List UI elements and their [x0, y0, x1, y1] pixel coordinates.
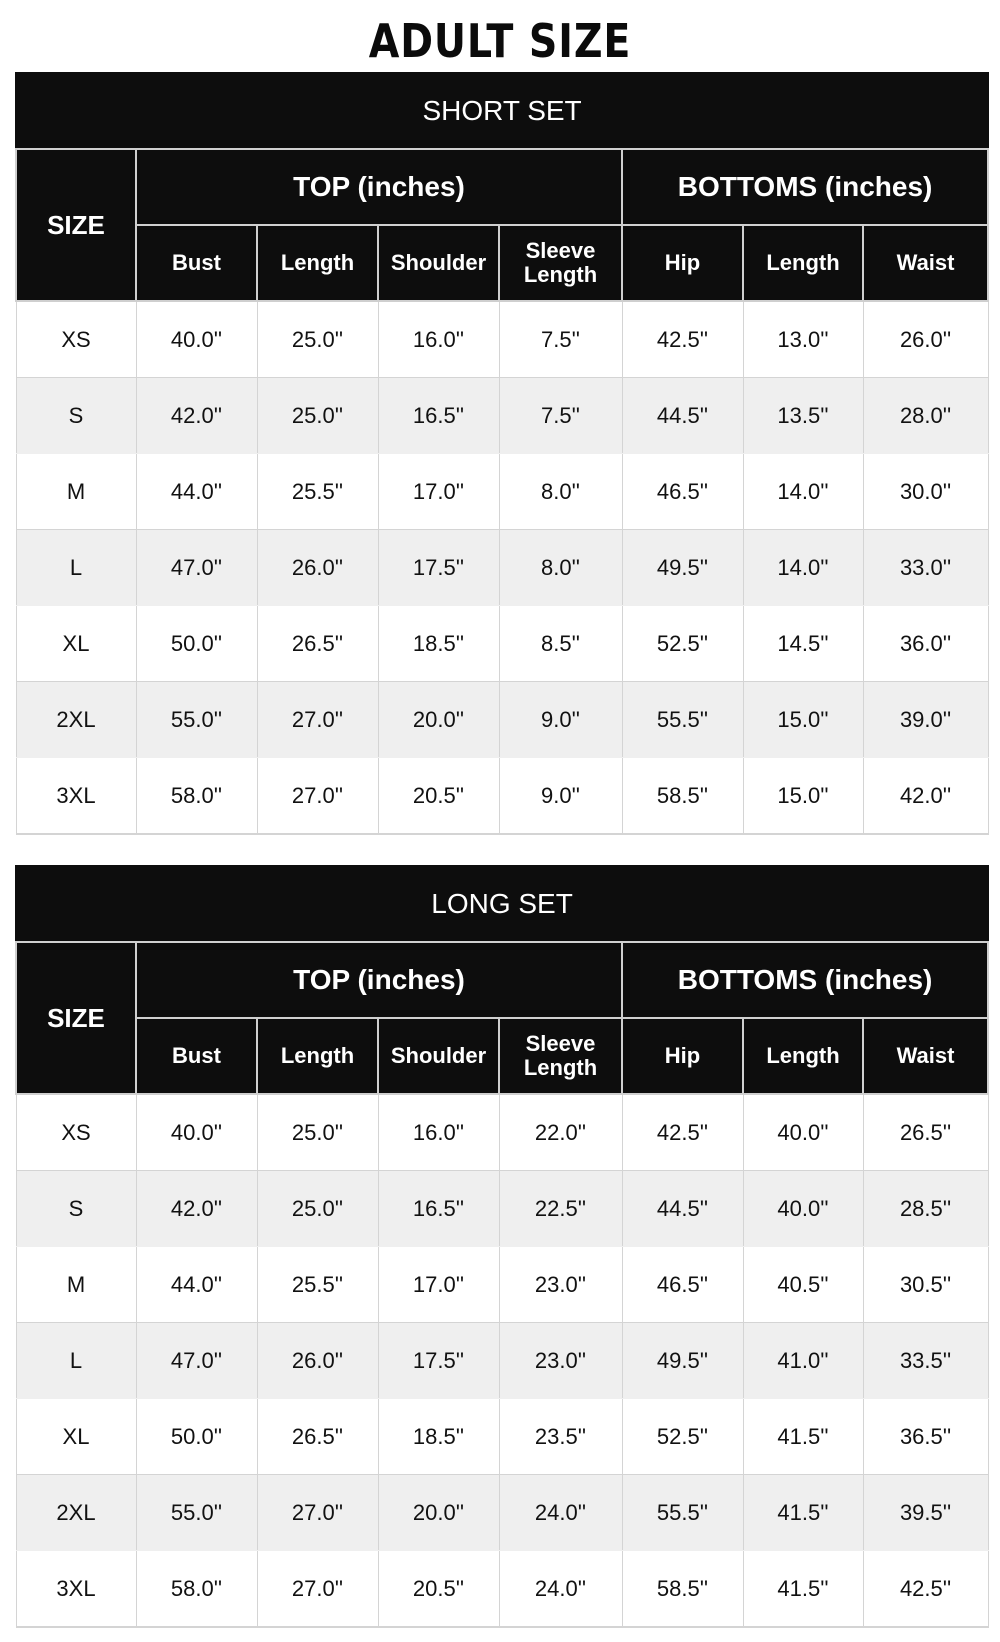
- column-header-shoulder: Shoulder: [378, 225, 499, 301]
- measurement-cell: 49.5'': [622, 1323, 743, 1399]
- measurement-cell: 44.0'': [136, 454, 257, 530]
- measurement-cell: 16.0'': [378, 301, 499, 378]
- size-cell: S: [16, 1171, 136, 1247]
- measurement-cell: 18.5'': [378, 606, 499, 682]
- measurement-cell: 20.0'': [378, 1475, 499, 1551]
- measurement-cell: 9.0'': [499, 758, 622, 835]
- table-row: [16, 301, 988, 378]
- measurement-cell: 20.0'': [378, 682, 499, 758]
- column-header-sleeve-length: Sleeve Length: [499, 1018, 622, 1094]
- table-row: [16, 1399, 988, 1475]
- measurement-cell: 20.5'': [378, 1551, 499, 1628]
- page-title: ADULT SIZE: [368, 14, 632, 68]
- measurement-cell: 8.0'': [499, 454, 622, 530]
- measurement-cell: 42.5'': [622, 301, 743, 378]
- measurement-cell: 27.0'': [257, 682, 378, 758]
- measurement-cell: 7.5'': [499, 378, 622, 454]
- measurement-cell: 14.0'': [743, 530, 863, 606]
- measurement-cell: 44.5'': [622, 378, 743, 454]
- table-row: [16, 1094, 988, 1171]
- measurement-cell: 24.0'': [499, 1475, 622, 1551]
- measurement-cell: 39.5'': [863, 1475, 988, 1551]
- measurement-cell: 16.5'': [378, 1171, 499, 1247]
- measurement-cell: 58.0'': [136, 758, 257, 835]
- table-row: [16, 606, 988, 682]
- size-cell: 3XL: [16, 758, 136, 835]
- measurement-cell: 25.0'': [257, 378, 378, 454]
- size-cell: XS: [16, 301, 136, 378]
- measurement-cell: 55.5'': [622, 1475, 743, 1551]
- measurement-cell: 36.0'': [863, 606, 988, 682]
- measurement-cell: 25.5'': [257, 1247, 378, 1323]
- column-header-top-length: Length: [257, 1018, 378, 1094]
- measurement-cell: 28.5'': [863, 1171, 988, 1247]
- measurement-cell: 41.5'': [743, 1475, 863, 1551]
- size-cell: 2XL: [16, 1475, 136, 1551]
- column-header-hip: Hip: [622, 1018, 743, 1094]
- measurement-cell: 55.5'': [622, 682, 743, 758]
- size-header: SIZE: [16, 942, 136, 1094]
- measurement-cell: 33.5'': [863, 1323, 988, 1399]
- measurement-cell: 9.0'': [499, 682, 622, 758]
- table-body: [16, 301, 988, 834]
- table-row: [16, 530, 988, 606]
- measurement-cell: 50.0'': [136, 606, 257, 682]
- table-row: [16, 1551, 988, 1628]
- measurement-cell: 41.5'': [743, 1551, 863, 1628]
- set-title: LONG SET: [16, 866, 988, 942]
- measurement-cell: 14.5'': [743, 606, 863, 682]
- column-header-bust: Bust: [136, 225, 257, 301]
- measurement-cell: 17.5'': [378, 1323, 499, 1399]
- column-header-sleeve-length: Sleeve Length: [499, 225, 622, 301]
- size-cell: 2XL: [16, 682, 136, 758]
- top-header: TOP (inches): [136, 149, 622, 225]
- measurement-cell: 30.5'': [863, 1247, 988, 1323]
- measurement-cell: 52.5'': [622, 606, 743, 682]
- measurement-cell: 25.0'': [257, 301, 378, 378]
- column-header-shoulder: Shoulder: [378, 1018, 499, 1094]
- size-cell: L: [16, 1323, 136, 1399]
- size-cell: XL: [16, 606, 136, 682]
- measurement-cell: 13.0'': [743, 301, 863, 378]
- measurement-cell: 55.0'': [136, 1475, 257, 1551]
- measurement-cell: 50.0'': [136, 1399, 257, 1475]
- long-set-table: [15, 865, 989, 1628]
- size-header: SIZE: [16, 149, 136, 301]
- bottoms-header: BOTTOMS (inches): [622, 942, 988, 1018]
- measurement-cell: 23.5'': [499, 1399, 622, 1475]
- column-header-bottoms-length: Length: [743, 1018, 863, 1094]
- measurement-cell: 26.0'': [257, 1323, 378, 1399]
- table-row: [16, 1475, 988, 1551]
- measurement-cell: 26.5'': [257, 1399, 378, 1475]
- measurement-cell: 23.0'': [499, 1247, 622, 1323]
- column-header-top-length: Length: [257, 225, 378, 301]
- measurement-cell: 40.0'': [743, 1094, 863, 1171]
- measurement-cell: 40.5'': [743, 1247, 863, 1323]
- top-header: TOP (inches): [136, 942, 622, 1018]
- column-header-bottoms-length: Length: [743, 225, 863, 301]
- measurement-cell: 26.5'': [863, 1094, 988, 1171]
- measurement-cell: 26.0'': [257, 530, 378, 606]
- measurement-cell: 22.0'': [499, 1094, 622, 1171]
- table-body: [16, 1094, 988, 1627]
- measurement-cell: 52.5'': [622, 1399, 743, 1475]
- measurement-cell: 18.5'': [378, 1399, 499, 1475]
- measurement-cell: 8.5'': [499, 606, 622, 682]
- measurement-cell: 17.5'': [378, 530, 499, 606]
- measurement-cell: 27.0'': [257, 1475, 378, 1551]
- table-row: [16, 1323, 988, 1399]
- measurement-cell: 27.0'': [257, 758, 378, 835]
- measurement-cell: 25.0'': [257, 1171, 378, 1247]
- column-header-waist: Waist: [863, 1018, 988, 1094]
- size-cell: XL: [16, 1399, 136, 1475]
- measurement-cell: 44.0'': [136, 1247, 257, 1323]
- measurement-cell: 30.0'': [863, 454, 988, 530]
- measurement-cell: 42.5'': [863, 1551, 988, 1628]
- measurement-cell: 55.0'': [136, 682, 257, 758]
- measurement-cell: 14.0'': [743, 454, 863, 530]
- table-row: [16, 1247, 988, 1323]
- size-cell: M: [16, 454, 136, 530]
- measurement-cell: 44.5'': [622, 1171, 743, 1247]
- measurement-cell: 25.5'': [257, 454, 378, 530]
- measurement-cell: 25.0'': [257, 1094, 378, 1171]
- measurement-cell: 58.0'': [136, 1551, 257, 1628]
- table-row: [16, 378, 988, 454]
- measurement-cell: 41.5'': [743, 1399, 863, 1475]
- size-cell: L: [16, 530, 136, 606]
- measurement-cell: 39.0'': [863, 682, 988, 758]
- measurement-cell: 33.0'': [863, 530, 988, 606]
- measurement-cell: 16.0'': [378, 1094, 499, 1171]
- measurement-cell: 42.0'': [136, 1171, 257, 1247]
- measurement-cell: 42.0'': [136, 378, 257, 454]
- measurement-cell: 23.0'': [499, 1323, 622, 1399]
- measurement-cell: 27.0'': [257, 1551, 378, 1628]
- measurement-cell: 16.5'': [378, 378, 499, 454]
- measurement-cell: 49.5'': [622, 530, 743, 606]
- measurement-cell: 24.0'': [499, 1551, 622, 1628]
- measurement-cell: 58.5'': [622, 758, 743, 835]
- measurement-cell: 46.5'': [622, 1247, 743, 1323]
- measurement-cell: 41.0'': [743, 1323, 863, 1399]
- measurement-cell: 22.5'': [499, 1171, 622, 1247]
- measurement-cell: 20.5'': [378, 758, 499, 835]
- column-header-bust: Bust: [136, 1018, 257, 1094]
- measurement-cell: 7.5'': [499, 301, 622, 378]
- column-header-hip: Hip: [622, 225, 743, 301]
- bottoms-header: BOTTOMS (inches): [622, 149, 988, 225]
- table-row: [16, 758, 988, 835]
- short-set-table: [15, 72, 989, 835]
- measurement-cell: 42.0'': [863, 758, 988, 835]
- size-cell: XS: [16, 1094, 136, 1171]
- measurement-cell: 42.5'': [622, 1094, 743, 1171]
- measurement-cell: 28.0'': [863, 378, 988, 454]
- measurement-cell: 26.5'': [257, 606, 378, 682]
- table-row: [16, 454, 988, 530]
- measurement-cell: 47.0'': [136, 530, 257, 606]
- measurement-cell: 40.0'': [743, 1171, 863, 1247]
- size-cell: 3XL: [16, 1551, 136, 1628]
- measurement-cell: 13.5'': [743, 378, 863, 454]
- measurement-cell: 40.0'': [136, 301, 257, 378]
- measurement-cell: 40.0'': [136, 1094, 257, 1171]
- size-cell: M: [16, 1247, 136, 1323]
- measurement-cell: 15.0'': [743, 682, 863, 758]
- measurement-cell: 36.5'': [863, 1399, 988, 1475]
- measurement-cell: 15.0'': [743, 758, 863, 835]
- measurement-cell: 46.5'': [622, 454, 743, 530]
- measurement-cell: 26.0'': [863, 301, 988, 378]
- table-row: [16, 1171, 988, 1247]
- measurement-cell: 17.0'': [378, 1247, 499, 1323]
- size-cell: S: [16, 378, 136, 454]
- table-row: [16, 682, 988, 758]
- column-header-waist: Waist: [863, 225, 988, 301]
- measurement-cell: 47.0'': [136, 1323, 257, 1399]
- measurement-cell: 17.0'': [378, 454, 499, 530]
- set-title: SHORT SET: [16, 73, 988, 149]
- measurement-cell: 8.0'': [499, 530, 622, 606]
- measurement-cell: 58.5'': [622, 1551, 743, 1628]
